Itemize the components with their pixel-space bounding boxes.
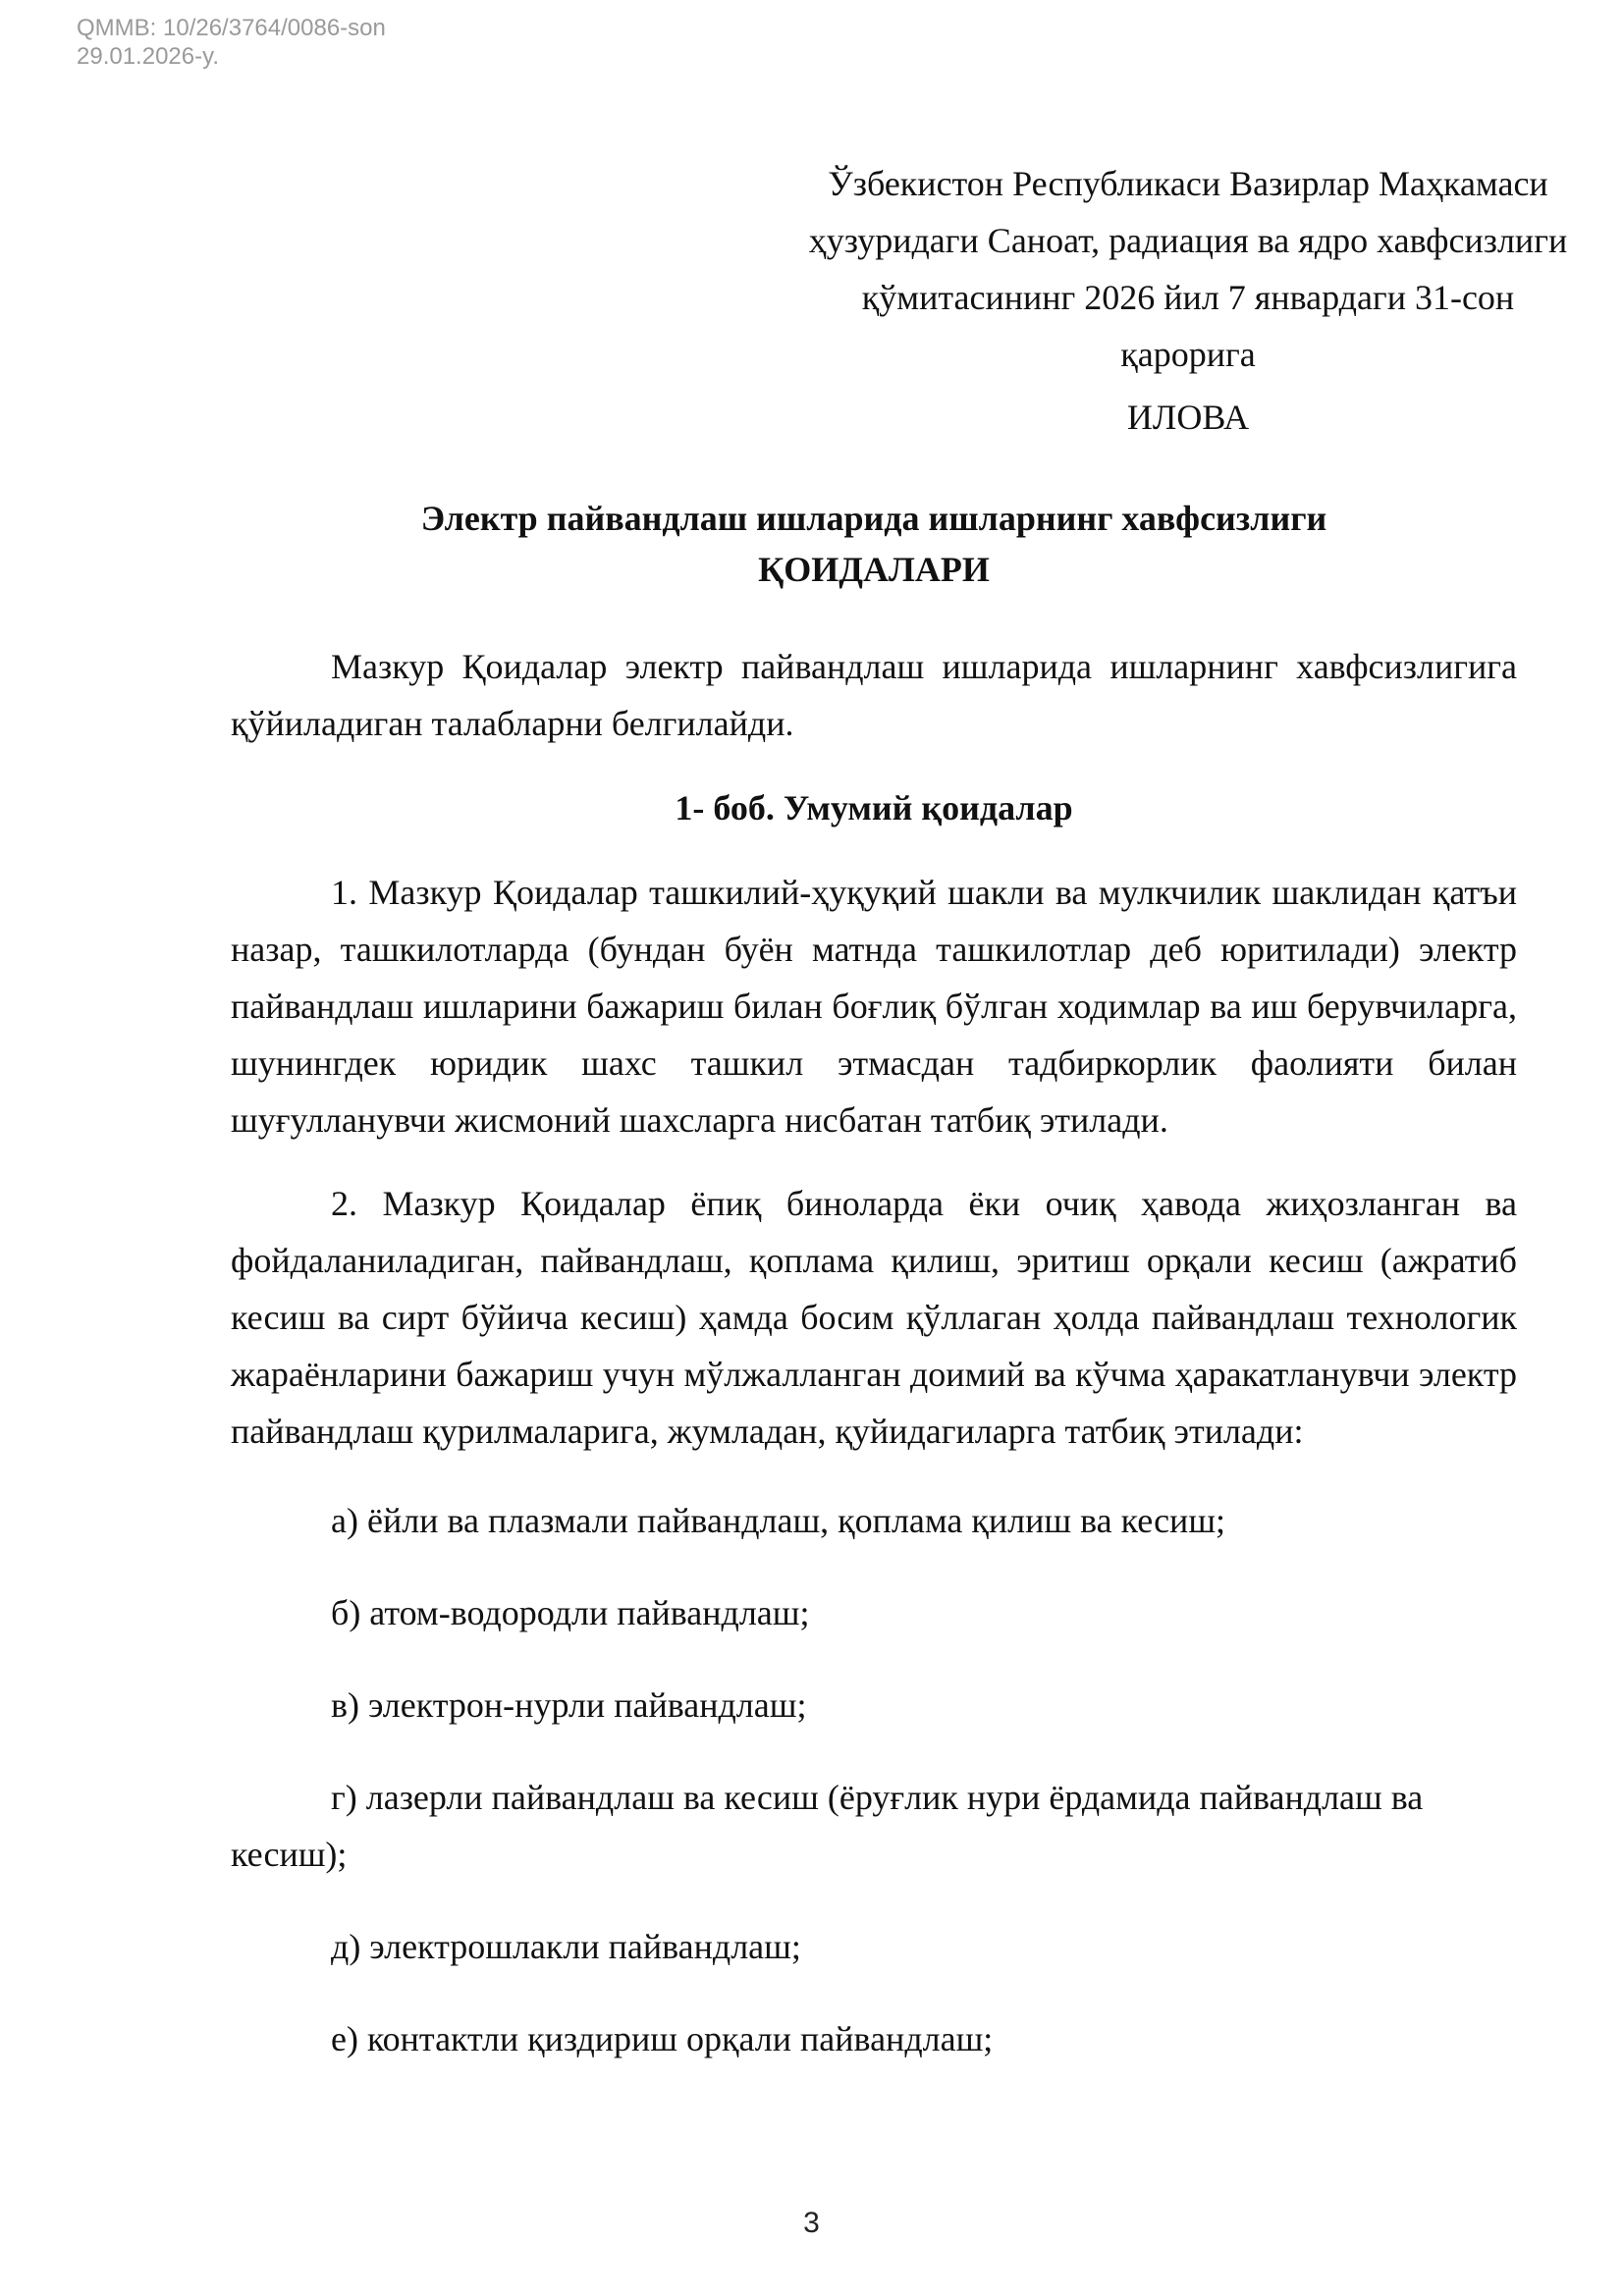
paragraph-1: 1. Мазкур Қоидалар ташкилий-ҳуқуқий шакли ва мулкчилик шаклидан қатъи назар, ташкилотларда (бундан буён матнда ташкилотлар деб юритилади) электр пайвандлаш ишларини бажариш билан боғлиқ бўлган ходимлар ва иш берувчиларга, шунингдек юридик шахс ташкил этмасдан тадбиркорлик фаолияти билан шуғулланувчи жисмоний шахсларга нисбатан татбиқ этилади.: [231, 873, 1517, 1140]
header-line: қарорига: [1120, 335, 1256, 374]
header-line: ҳузуридаги Саноат, радиация ва ядро хавфсизлиги: [808, 221, 1568, 260]
page-number: 3: [803, 2207, 820, 2239]
paragraph-2: 2. Мазкур Қоидалар ёпиқ биноларда ёки очиқ ҳавода жиҳозланган ва фойдаланиладиган, пайвандлаш, қоплама қилиш, эритиш орқали кесиш (ажратиб кесиш ва сирт бўйича кесиш) ҳамда босим қўллаган ҳолда пайвандлаш технологик жараёнларини бажариш учун мўлжалланган доимий ва кўчма ҳаракатланувчи электр пайвандлаш қурилмаларига, жумладан, қуйидагиларга татбиқ этилади:: [231, 1184, 1517, 1451]
chapter-heading: 1- боб. Умумий қоидалар: [675, 788, 1073, 828]
list-item: е) контактли қиздириш орқали пайвандлаш;: [331, 2019, 994, 2058]
intro-paragraph: Мазкур Қоидалар электр пайвандлаш ишларида ишларнинг хавфсизлигига қўйиладиган талабларни белгилайди.: [231, 647, 1517, 743]
document-title: [231, 493, 1517, 595]
list-item: б) атом-водородли пайвандлаш;: [331, 1593, 810, 1632]
header-line: қўмитасининг 2026 йил 7 январдаги 31-сон: [861, 278, 1515, 317]
annex-label: ИЛОВА: [1126, 398, 1250, 437]
list-item: г) лазерли пайвандлаш ва кесиш (ёруғлик нури ёрдамида пайвандлаш ва кесиш);: [231, 1778, 1424, 1874]
title-line-1: Электр пайвандлаш ишларида ишларнинг хавфсизлиги: [420, 499, 1327, 538]
registration-date: 29.01.2026-y.: [77, 43, 219, 70]
registration-stamp: [77, 14, 386, 71]
list-item: в) электрон-нурли пайвандлаш;: [331, 1685, 807, 1725]
document-body: [231, 638, 1517, 2103]
registration-number: QMMB: 10/26/3764/0086-son: [77, 15, 386, 41]
header-line: Ўзбекистон Республикаси Вазирлар Маҳкамаси: [828, 164, 1548, 203]
title-line-2: ҚОИДАЛАРИ: [758, 550, 990, 589]
annex-header: [638, 155, 1623, 446]
list-item: а) ёйли ва плазмали пайвандлаш, қоплама қилиш ва кесиш;: [331, 1501, 1226, 1540]
list-item: д) электрошлакли пайвандлаш;: [331, 1927, 801, 1966]
